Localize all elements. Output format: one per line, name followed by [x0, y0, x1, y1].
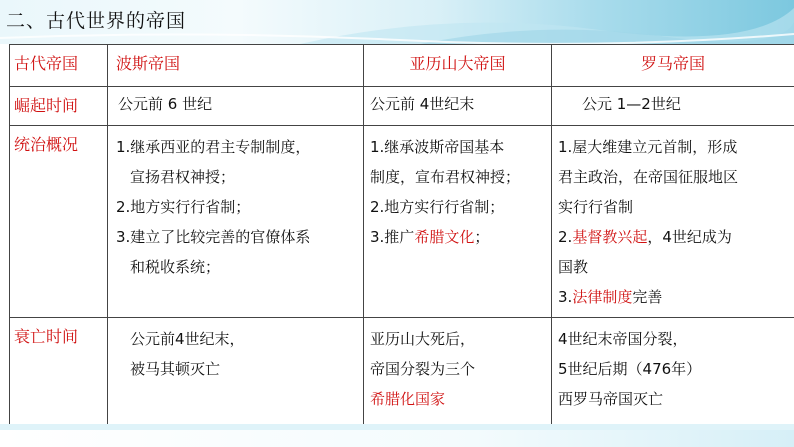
decline-rome-line: 4世纪末帝国分裂，: [558, 330, 688, 348]
governance-rome-line: 国教: [558, 258, 589, 276]
decline-alexander: [364, 318, 552, 439]
decline-persia-line: 被马其顿灭亡: [130, 360, 221, 378]
governance-persia-line: 1.继承西亚的君主专制制度，: [116, 138, 311, 156]
highlight-hellenistic-states: 希腊化国家: [370, 390, 446, 408]
table-header-row: [10, 45, 794, 87]
governance-rome-line: 君主政治，在帝国征服地区: [558, 168, 739, 186]
highlight-greek-culture: 希腊文化: [414, 228, 475, 246]
page-title: 二、古代世界的帝国: [6, 10, 187, 32]
highlight-christianity: 基督教兴起: [572, 228, 648, 246]
text-span: ，4世纪成为: [647, 228, 732, 246]
text-span: 完善: [632, 288, 663, 306]
decline-rome-line: 5世纪后期（476年）: [558, 360, 702, 378]
text-span: 3.: [558, 288, 573, 306]
governance-persia-line: 2.地方实行行省制；: [116, 198, 251, 216]
decline-label: 衰亡时间: [10, 318, 108, 439]
header-rome: 罗马帝国: [552, 45, 794, 87]
decline-rome-line: 西罗马帝国灭亡: [558, 390, 664, 408]
governance-rome-line: 1.屋大维建立元首制，形成: [558, 138, 738, 156]
governance-persia: [108, 126, 364, 318]
rise-alexander: 公元前 4世纪末: [364, 87, 552, 126]
governance-alexander-line: 1.继承波斯帝国基本: [370, 138, 505, 156]
table-row-decline: [10, 318, 794, 439]
rise-label: 崛起时间: [10, 87, 108, 126]
governance-rome-line: [558, 282, 788, 312]
governance-alexander-line: [370, 222, 545, 252]
header-persia: 波斯帝国: [108, 45, 364, 87]
decline-persia-line: 公元前4世纪末，: [130, 330, 245, 348]
governance-label: 统治概况: [10, 126, 108, 318]
footer-band: [0, 430, 794, 447]
governance-rome-line: [558, 222, 788, 252]
text-span: 2.: [558, 228, 573, 246]
text-span: 3.推广: [370, 228, 415, 246]
decline-alexander-line: 帝国分裂为三个: [370, 360, 476, 378]
governance-rome-line: 实行行省制: [558, 198, 634, 216]
empire-comparison-table: [9, 44, 794, 439]
table-row-governance: [10, 126, 794, 318]
governance-persia-line: 3.建立了比较完善的官僚体系: [116, 228, 311, 246]
decline-rome: [552, 318, 794, 439]
rise-persia: 公元前 6 世纪: [108, 87, 364, 126]
governance-rome: [552, 126, 794, 318]
governance-alexander-line: 制度，宣布君权神授；: [370, 168, 521, 186]
header-alexander: 亚历山大帝国: [364, 45, 552, 87]
header-banner: [0, 0, 794, 44]
decline-persia: [108, 318, 364, 439]
governance-alexander-line: 2.地方实行行省制；: [370, 198, 505, 216]
table-row-rise: [10, 87, 794, 126]
decline-alexander-line: 亚历山大死后，: [370, 330, 476, 348]
governance-alexander: [364, 126, 552, 318]
governance-persia-line: 和税收系统；: [130, 258, 221, 276]
text-span: ；: [474, 228, 490, 246]
rise-rome: 公元 1—2世纪: [552, 87, 794, 126]
governance-persia-line: 宣扬君权神授；: [130, 168, 236, 186]
header-ancient-empire: 古代帝国: [10, 45, 108, 87]
highlight-legal-system: 法律制度: [572, 288, 633, 306]
